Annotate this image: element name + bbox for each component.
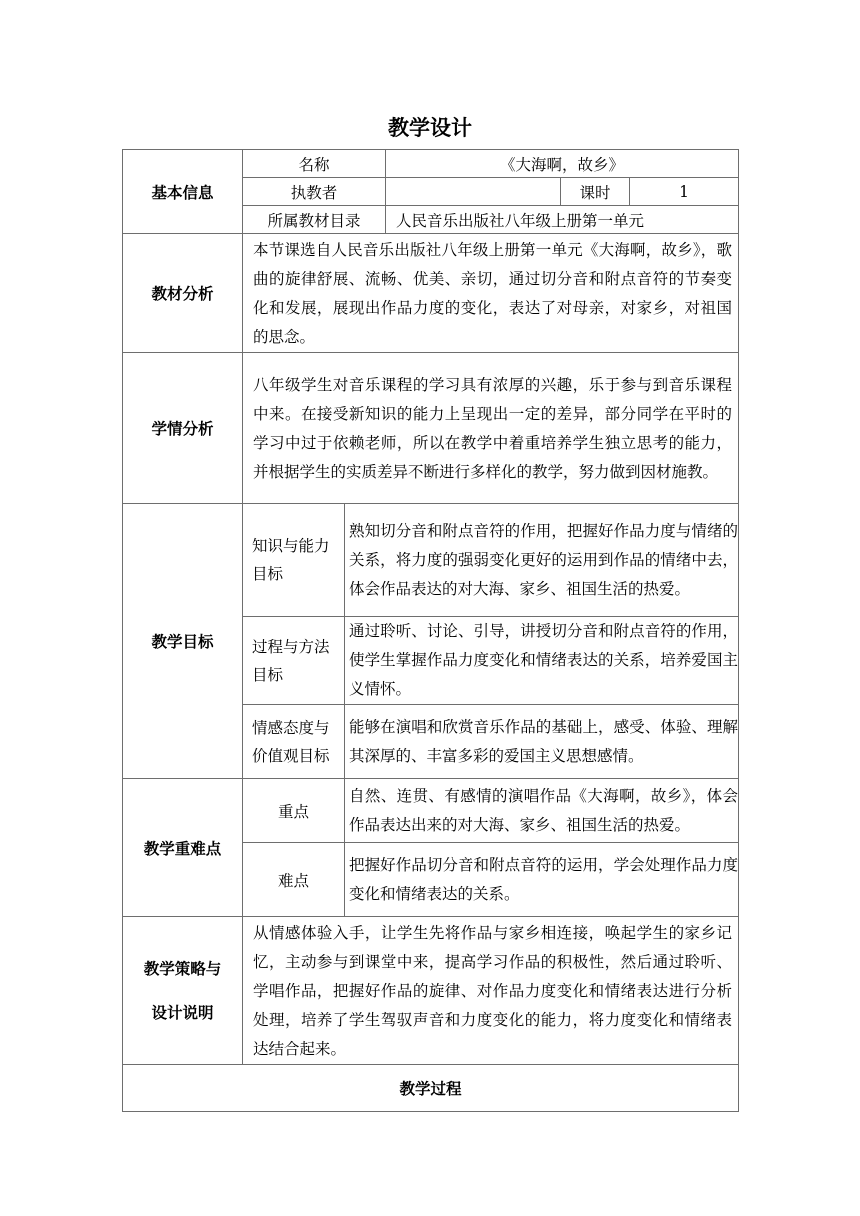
strategy-text: 从情感体验入手，让学生先将作品与家乡相连接，唤起学生的家乡记忆，主动参与到课堂中来，提高学习作品的积极性，然后通过聆听、学唱作品，把握好作品的旋律、对作品力度变化和情绪表达进行分析处理，培养了学生驾驭声音和力度变化的能力，将力度变化和情绪表达结合起来。 bbox=[243, 917, 739, 1065]
learner-analysis-text: 八年级学生对音乐课程的学习具有浓厚的兴趣，乐于参与到音乐课程中来。在接受新知识的能力上呈现出一定的差异，部分同学在平时的学习中过于依赖老师，所以在教学中着重培养学生独立思考的能力，并根据学生的实质差异不断进行多样化的教学，努力做到因材施教。 bbox=[243, 353, 739, 504]
teacher-value bbox=[386, 178, 561, 206]
catalog-label: 所属教材目录 bbox=[243, 206, 386, 234]
key-point-label: 重点 bbox=[243, 779, 345, 843]
name-value: 《大海啊，故乡》 bbox=[386, 150, 739, 178]
teacher-label: 执教者 bbox=[243, 178, 386, 206]
objective-text: 能够在演唱和欣赏音乐作品的基础上，感受、体验、理解其深厚的、丰富多彩的爱国主义思想感情。 bbox=[345, 705, 739, 779]
material-analysis-heading: 教材分析 bbox=[123, 234, 243, 353]
learner-analysis-heading: 学情分析 bbox=[123, 353, 243, 504]
key-points-heading: 教学重难点 bbox=[123, 779, 243, 917]
basic-info-heading: 基本信息 bbox=[123, 150, 243, 234]
objective-text: 通过聆听、讨论、引导，讲授切分音和附点音符的作用，使学生掌握作品力度变化和情绪表达的关系，培养爱国主义情怀。 bbox=[345, 617, 739, 705]
objectives-heading: 教学目标 bbox=[123, 504, 243, 779]
period-value: 1 bbox=[630, 178, 739, 206]
material-analysis-text: 本节课选自人民音乐出版社八年级上册第一单元《大海啊，故乡》，歌曲的旋律舒展、流畅、优美、亲切，通过切分音和附点音符的节奏变化和发展，展现出作品力度的变化，表达了对母亲，对家乡，对祖国的思念。 bbox=[243, 234, 739, 353]
name-label: 名称 bbox=[243, 150, 386, 178]
lesson-design-table bbox=[122, 149, 739, 1112]
process-heading: 教学过程 bbox=[123, 1065, 739, 1112]
period-label: 课时 bbox=[561, 178, 630, 206]
difficulty-text: 把握好作品切分音和附点音符的运用，学会处理作品力度变化和情绪表达的关系。 bbox=[345, 843, 739, 917]
objective-label: 过程与方法目标 bbox=[243, 617, 345, 705]
strategy-heading-line2: 设计说明 bbox=[151, 1003, 214, 1022]
objective-label: 知识与能力目标 bbox=[243, 504, 345, 617]
catalog-value: 人民音乐出版社八年级上册第一单元 bbox=[386, 206, 739, 234]
difficulty-label: 难点 bbox=[243, 843, 345, 917]
objective-label: 情感态度与价值观目标 bbox=[243, 705, 345, 779]
strategy-heading-line1: 教学策略与 bbox=[143, 959, 222, 978]
objective-text: 熟知切分音和附点音符的作用，把握好作品力度与情绪的关系，将力度的强弱变化更好的运用到作品的情绪中去，体会作品表达的对大海、家乡、祖国生活的热爱。 bbox=[345, 504, 739, 617]
strategy-heading bbox=[123, 917, 243, 1065]
document-title: 教学设计 bbox=[388, 116, 472, 140]
key-point-text: 自然、连贯、有感情的演唱作品《大海啊，故乡》，体会作品表达出来的对大海、家乡、祖国生活的热爱。 bbox=[345, 779, 739, 843]
